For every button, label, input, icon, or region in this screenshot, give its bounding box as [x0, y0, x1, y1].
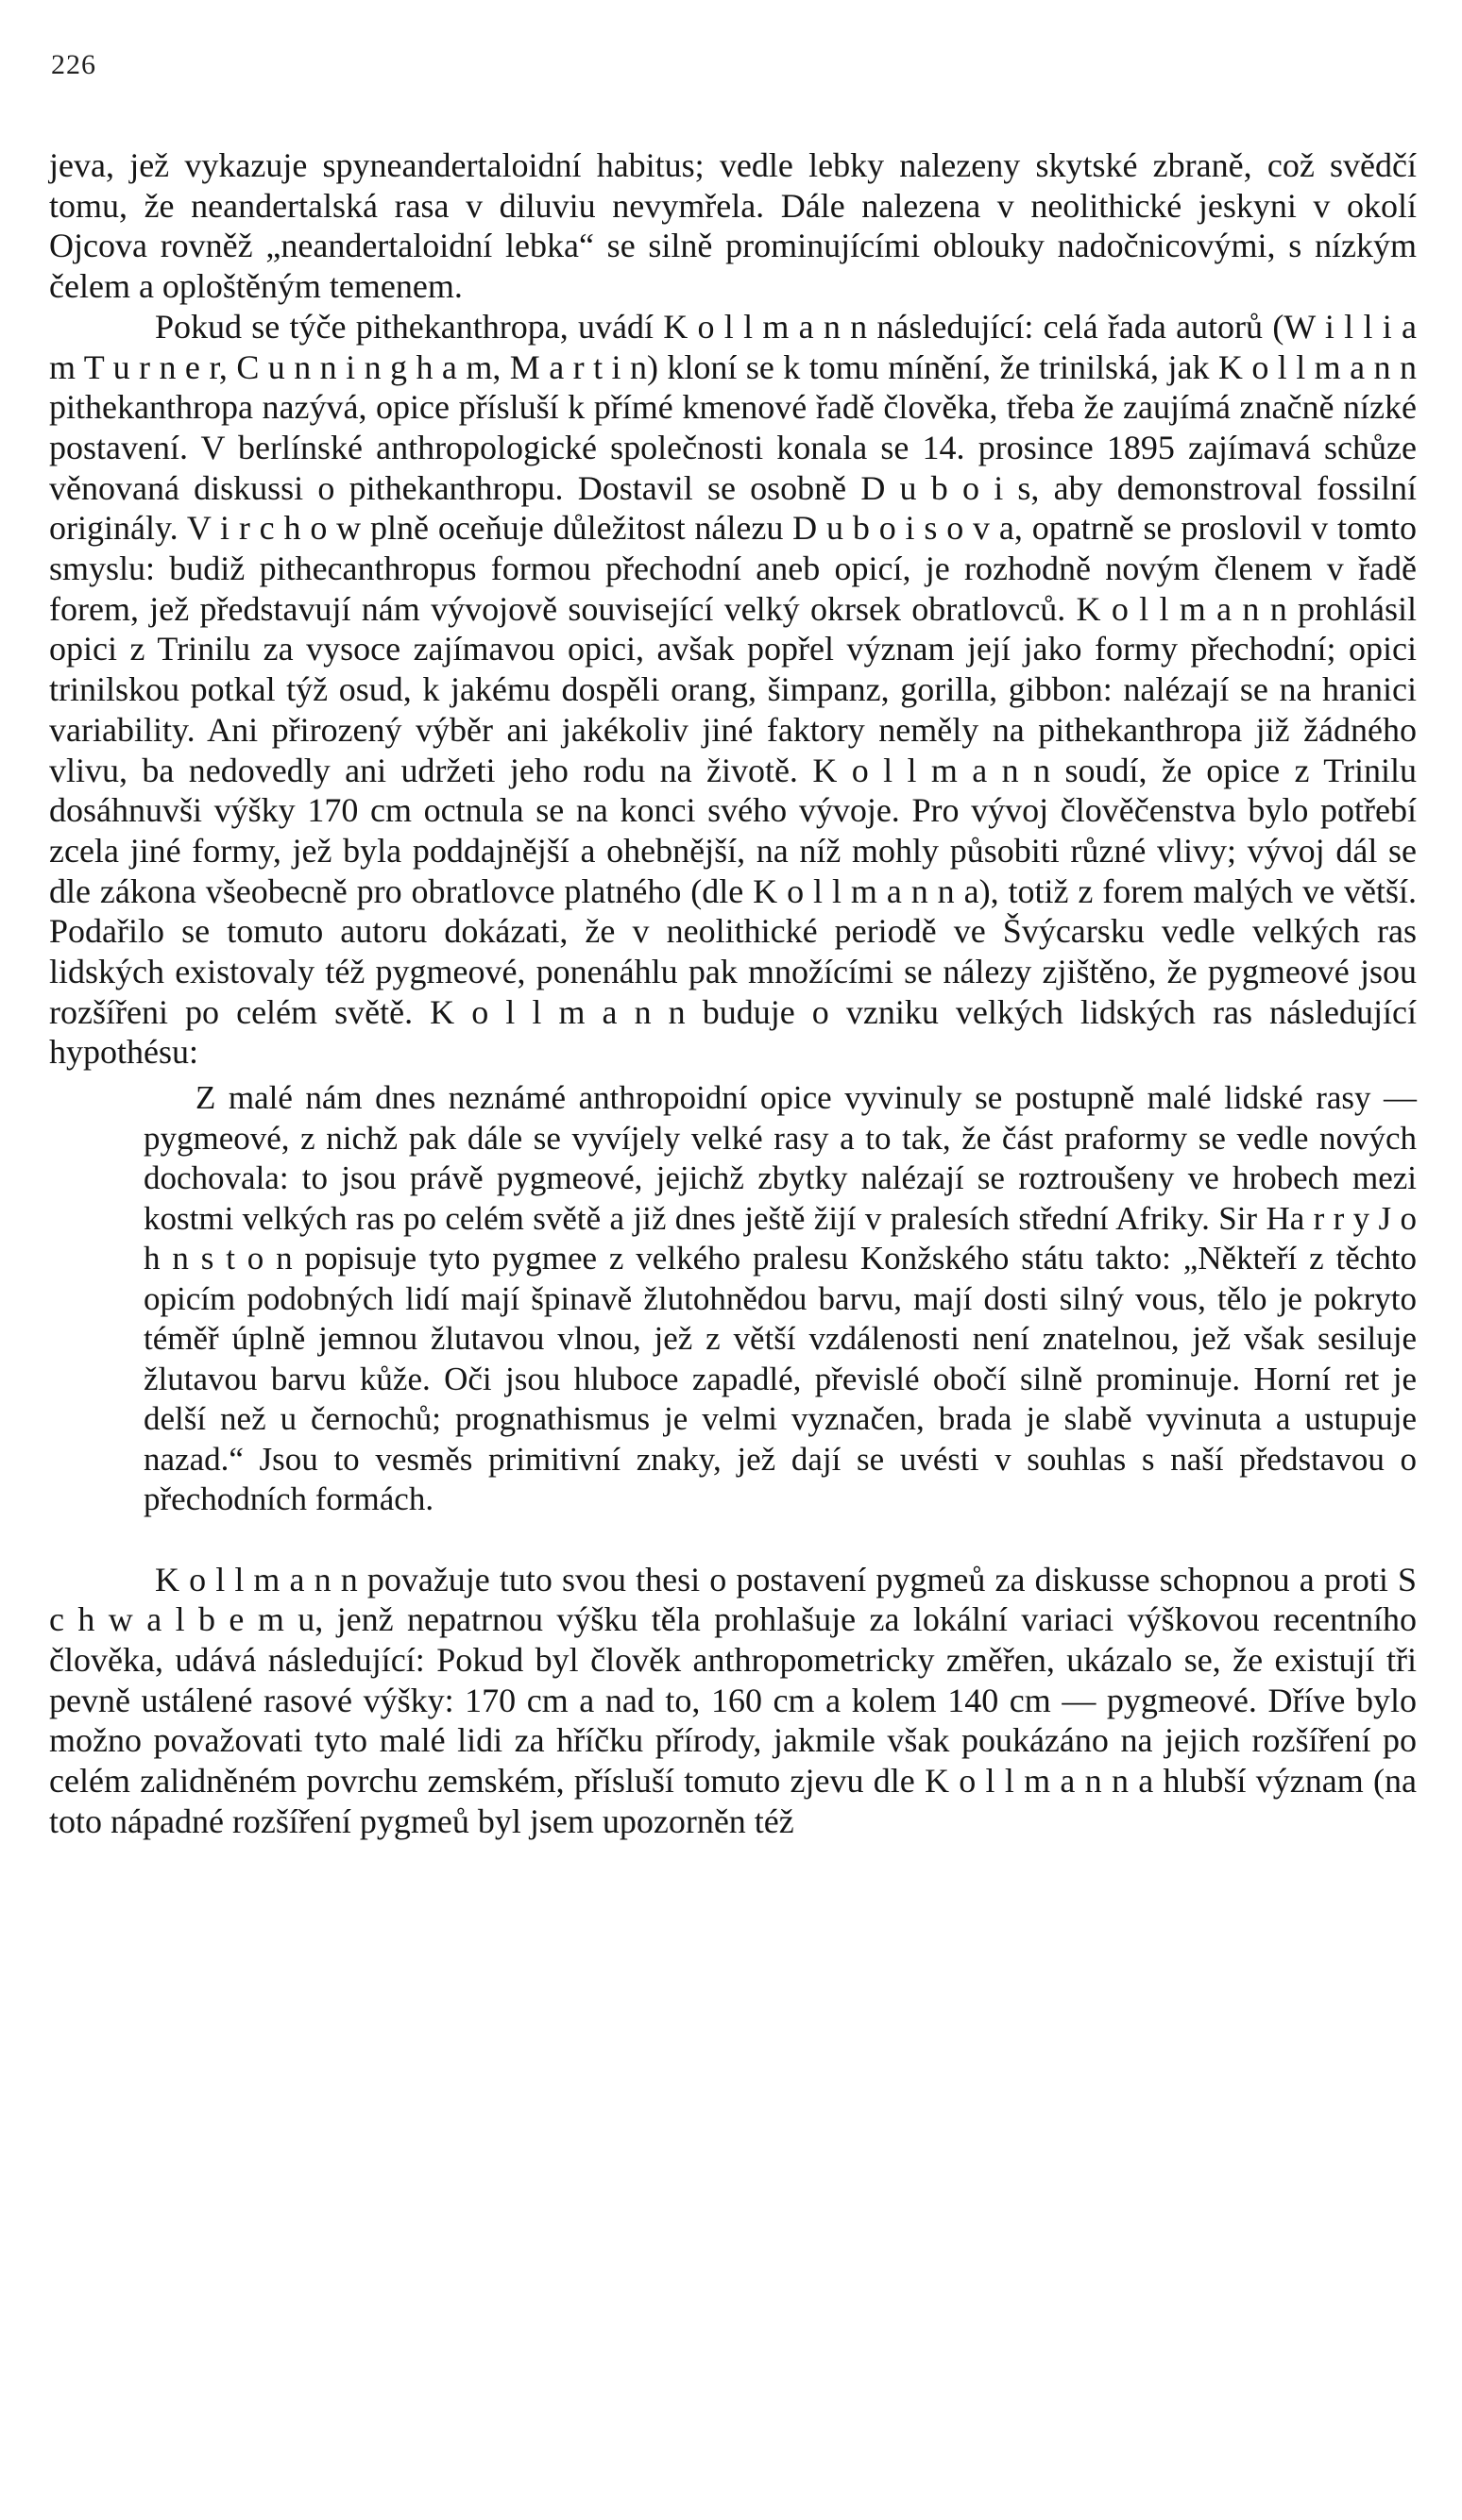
paragraph-pithekanthropus: Pokud se týče pithekanthropa, uvádí K o l l m a n n následující: celá řada autorů (W i l l i a m T u r n e r, C u n n i n g h a m, M a r t i n) kloní se k tomu mínění, že trinilská, jak K o l l m a n n pithekanthropa nazývá, opice přísluší k přímé kmenové řadě člověka, třeba že zaujímá značně nízké postavení. V berlínské anthropologické společnosti konala se 14. prosince 1895 zajímavá schůze věnovaná diskussi o pithekanthropu. Dostavil se osobně D u b o i s, aby demonstroval fossilní originály. V i r c h o w plně oceňuje důležitost nálezu D u b o i s o v a, opatrně se proslovil v tomto smyslu: budiž pithecanthropus formou přechodní aneb opicí, je rozhodně novým členem v řadě forem, jež představují nám vývojově související velký okrsek obratlovců. K o l l m a n n prohlásil opici z Trinilu za vysoce zajímavou opici, avšak popřel význam její jako formy přechodní; opici trinilskou potkal týž osud, k jakému dospěli orang, šimpanz, gorilla, gibbon: nalézají se na hranici variability. Ani přirozený výběr ani jakékoliv jiné faktory neměly na pithekanthropa již žádného vlivu, ba nedovedly ani udržeti jeho rodu na životě. K o l l m a n n soudí, že opice z Trinilu dosáhnuvši výšky 170 cm octnula se na konci svého vývoje. Pro vývoj člověčenstva bylo potřebí zcela jiné formy, jež byla poddajnější a ohebnější, na níž mohly působiti různé vlivy; vývoj dál se dle zákona všeobecně pro obratlovce platného (dle K o l l m a n n a), totiž z forem malých ve větší. Podařilo se tomuto autoru dokázati, že v neolithické periodě ve Švýcarsku vedle velkých ras lidských existovaly též pygmeové, ponenáhlu pak množícími se nálezy zjištěno, že pygmeové jsou rozšířeni po celém světě. K o l l m a n n buduje o vzniku velkých lidských ras následující hypothésu:: [49, 307, 1417, 1072]
body-text: [49, 145, 1417, 1842]
page-number: 226: [51, 49, 96, 80]
paragraph-kollmann-thesis: K o l l m a n n považuje tuto svou thesi o postavení pygmeů za diskusse schopnou a proti S c h w a l b e m u, jenž nepatrnou výšku těla prohlašuje za lokální variaci výškovou recentního člověka, udává následující: Pokud byl člověk anthropometricky změřen, ukázalo se, že existují tři pevně ustálené rasové výšky: 170 cm a nad to, 160 cm a kolem 140 cm — pygmeové. Dříve bylo možno považovati tyto malé lidi za hříčku přírody, jakmile však poukázáno na jejich rozšíření po celém zalidněném povrchu zemském, přísluší tomuto zjevu dle K o l l m a n n a hlubší význam (na toto nápadné rozšíření pygmeů byl jsem upozorněn též: [49, 1560, 1417, 1840]
paragraph-continuation: jeva, jež vykazuje spyneandertaloidní habitus; vedle lebky nalezeny skytské zbraně, což svědčí tomu, že neandertalská rasa v diluviu nevymřela. Dále nalezena v neolithické jeskyni v okolí Ojcova rovněž „neandertaloidní lebka“ se silně prominujícími oblouky nadočnicovými, s nízkým čelem a oploštěným temenem.: [49, 146, 1417, 306]
paragraph-quoted-hypothesis: Z malé nám dnes neznámé anthropoidní opice vyvinuly se postupně malé lidské rasy — pygmeové, z nichž pak dále se vyvíjely velké rasy a to tak, že část praformy se vedle nových dochovala: to jsou právě pygmeové, jejichž zbytky nalézají se roztroušeny ve hrobech mezi kostmi velkých ras po celém světě a již dnes ještě žijí v pralesích střední Afriky. Sir Ha r r y J o h n s t o n popisuje tyto pygmee z velkého pralesu Konžského státu takto: „Někteří z těchto opicím podobných lidí mají špinavě žlutohnědou barvu, mají dosti silný vous, tělo je pokryto téměř úplně jemnou žlutavou vlnou, jež z větší vzdálenosti není znatelnou, jež však sesiluje žlutavou barvu kůže. Oči jsou hluboce zapadlé, převislé obočí silně prominuje. Horní ret je delší než u černochů; prognathismus je velmi vyznačen, brada je slabě vyvinuta a ustupuje nazad.“ Jsou to vesměs primitivní znaky, jež dají se uvésti v souhlas s naší představou o přechodních formách.: [144, 1079, 1417, 1518]
